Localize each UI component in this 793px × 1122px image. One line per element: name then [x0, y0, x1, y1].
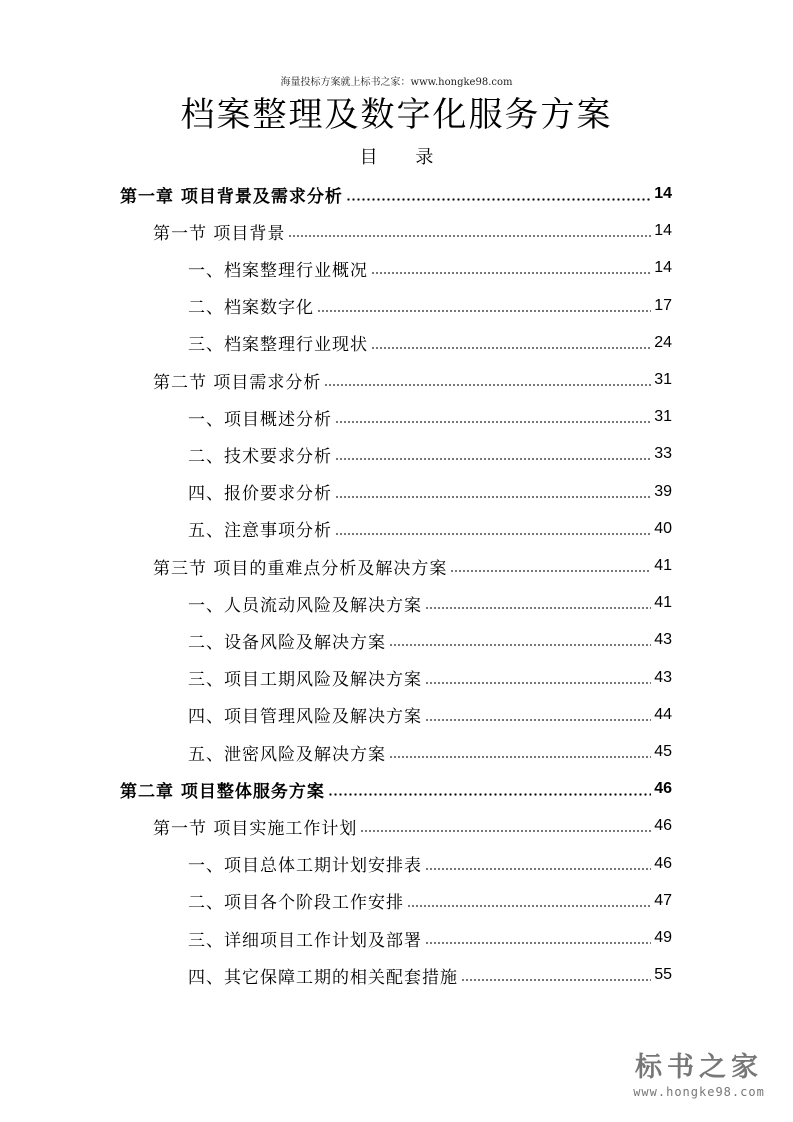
toc-dot-leader	[335, 458, 651, 460]
toc-entry-page: 39	[654, 482, 672, 500]
toc-entry-page: 17	[654, 296, 672, 314]
toc-dot-leader	[450, 570, 651, 572]
toc-dot-leader	[371, 272, 651, 274]
watermark-name: 标书之家	[635, 1052, 763, 1083]
toc-dot-leader	[425, 942, 651, 944]
watermark-logo	[619, 1052, 779, 1100]
toc-dot-leader	[335, 496, 651, 498]
toc-entry-page: 47	[654, 891, 672, 909]
toc-entry-page: 14	[654, 222, 672, 240]
toc-dot-leader	[389, 644, 651, 646]
toc-dot-leader	[425, 868, 651, 870]
toc-entry-title: 一、项目概述分析	[188, 409, 332, 430]
toc-entry-title: 二、档案数字化	[188, 298, 314, 319]
toc-entry[interactable]	[188, 474, 672, 510]
toc-entry-title: 第一节 项目实施工作计划	[153, 818, 358, 839]
toc-entry[interactable]	[188, 846, 672, 882]
toc-entry-title: 二、项目各个阶段工作安排	[188, 893, 404, 914]
toc-entry-title: 第一章 项目背景及需求分析	[120, 186, 343, 207]
toc-dot-leader	[346, 198, 651, 201]
toc-entry-page: 41	[654, 594, 672, 612]
toc-entry[interactable]	[188, 288, 672, 324]
toc-entry-title: 二、设备风险及解决方案	[188, 632, 386, 653]
toc-entry-page: 46	[654, 780, 672, 798]
toc-dot-leader	[317, 310, 651, 312]
toc-entry-page: 31	[654, 408, 672, 426]
toc-entry-title: 第三节 项目的重难点分析及解决方案	[153, 558, 448, 579]
document-title: 档案整理及数字化服务方案	[180, 95, 613, 135]
toc-entry[interactable]	[188, 734, 672, 770]
toc-entry[interactable]	[188, 660, 672, 696]
toc-entry[interactable]	[188, 511, 672, 547]
toc-entry[interactable]	[153, 808, 672, 844]
toc-entry[interactable]	[188, 399, 672, 435]
toc-entry[interactable]	[188, 622, 672, 658]
toc-entry-title: 第一节 项目背景	[153, 223, 286, 244]
toc-entry[interactable]	[188, 325, 672, 361]
toc-entry-page: 24	[654, 333, 672, 351]
toc-entry[interactable]	[153, 213, 672, 249]
toc-dot-leader	[360, 830, 651, 832]
toc-entry-page: 41	[654, 557, 672, 574]
toc-entry-page: 33	[654, 445, 672, 463]
toc-dot-leader	[425, 719, 651, 721]
toc-dot-leader	[335, 421, 651, 423]
toc-entry-page: 46	[654, 817, 672, 835]
toc-entry-page: 55	[654, 966, 672, 984]
toc-entry-title: 一、人员流动风险及解决方案	[188, 595, 422, 616]
toc-dot-leader	[407, 905, 651, 907]
toc-entry-title: 二、技术要求分析	[188, 446, 332, 467]
toc-dot-leader	[335, 533, 651, 535]
toc-entry[interactable]	[188, 883, 672, 919]
toc-entry-title: 第二节 项目需求分析	[153, 372, 322, 393]
toc-entry-title: 三、详细项目工作计划及部署	[188, 930, 422, 951]
toc-entry[interactable]	[153, 548, 672, 584]
toc-entry[interactable]	[188, 920, 672, 956]
toc-dot-leader	[288, 235, 651, 237]
toc-entry-title: 一、项目总体工期计划安排表	[188, 856, 422, 877]
toc-dot-leader	[425, 607, 651, 609]
toc-entry[interactable]	[120, 771, 672, 807]
toc-heading: 目 录	[359, 147, 450, 168]
toc-entry-title: 四、项目管理风险及解决方案	[188, 707, 422, 728]
toc-entry-page: 49	[654, 929, 672, 946]
toc-entry[interactable]	[188, 697, 672, 733]
toc-entry[interactable]	[120, 176, 672, 212]
toc-entry-title: 四、其它保障工期的相关配套措施	[188, 967, 458, 988]
toc-entry[interactable]	[153, 362, 672, 398]
toc-entry[interactable]	[188, 585, 672, 621]
toc-entry-title: 一、档案整理行业概况	[188, 260, 368, 281]
toc-dot-leader	[389, 756, 651, 758]
toc-entry-page: 44	[654, 705, 672, 723]
toc-entry-page: 14	[654, 185, 672, 202]
toc-dot-leader	[461, 979, 651, 981]
watermark-url: www.hongke98.com	[633, 1085, 765, 1099]
toc-dot-leader	[425, 682, 651, 684]
toc-entry-page: 45	[654, 743, 672, 760]
toc-entry-page: 43	[654, 631, 672, 649]
toc-dot-leader	[328, 793, 651, 796]
toc-entry[interactable]	[188, 957, 672, 993]
toc-entry-page: 43	[654, 668, 672, 686]
toc-entry[interactable]	[188, 436, 672, 472]
toc-entry-title: 四、报价要求分析	[188, 484, 332, 505]
toc-entry-title: 三、档案整理行业现状	[188, 335, 368, 356]
toc-entry[interactable]	[188, 250, 672, 286]
toc-entry-title: 五、泄密风险及解决方案	[188, 744, 386, 765]
toc-dot-leader	[324, 384, 651, 386]
toc-entry-title: 五、注意事项分析	[188, 521, 332, 542]
toc-entry-page: 14	[654, 259, 672, 277]
header-note: 海量投标方案就上标书之家：www.hongke98.com	[280, 77, 513, 88]
toc-entry-title: 第二章 项目整体服务方案	[120, 781, 325, 802]
toc-entry-page: 40	[654, 519, 672, 537]
toc-entry-page: 31	[654, 371, 672, 388]
toc-entry-title: 三、项目工期风险及解决方案	[188, 670, 422, 691]
toc-dot-leader	[371, 347, 651, 349]
toc-entry-page: 46	[654, 854, 672, 872]
